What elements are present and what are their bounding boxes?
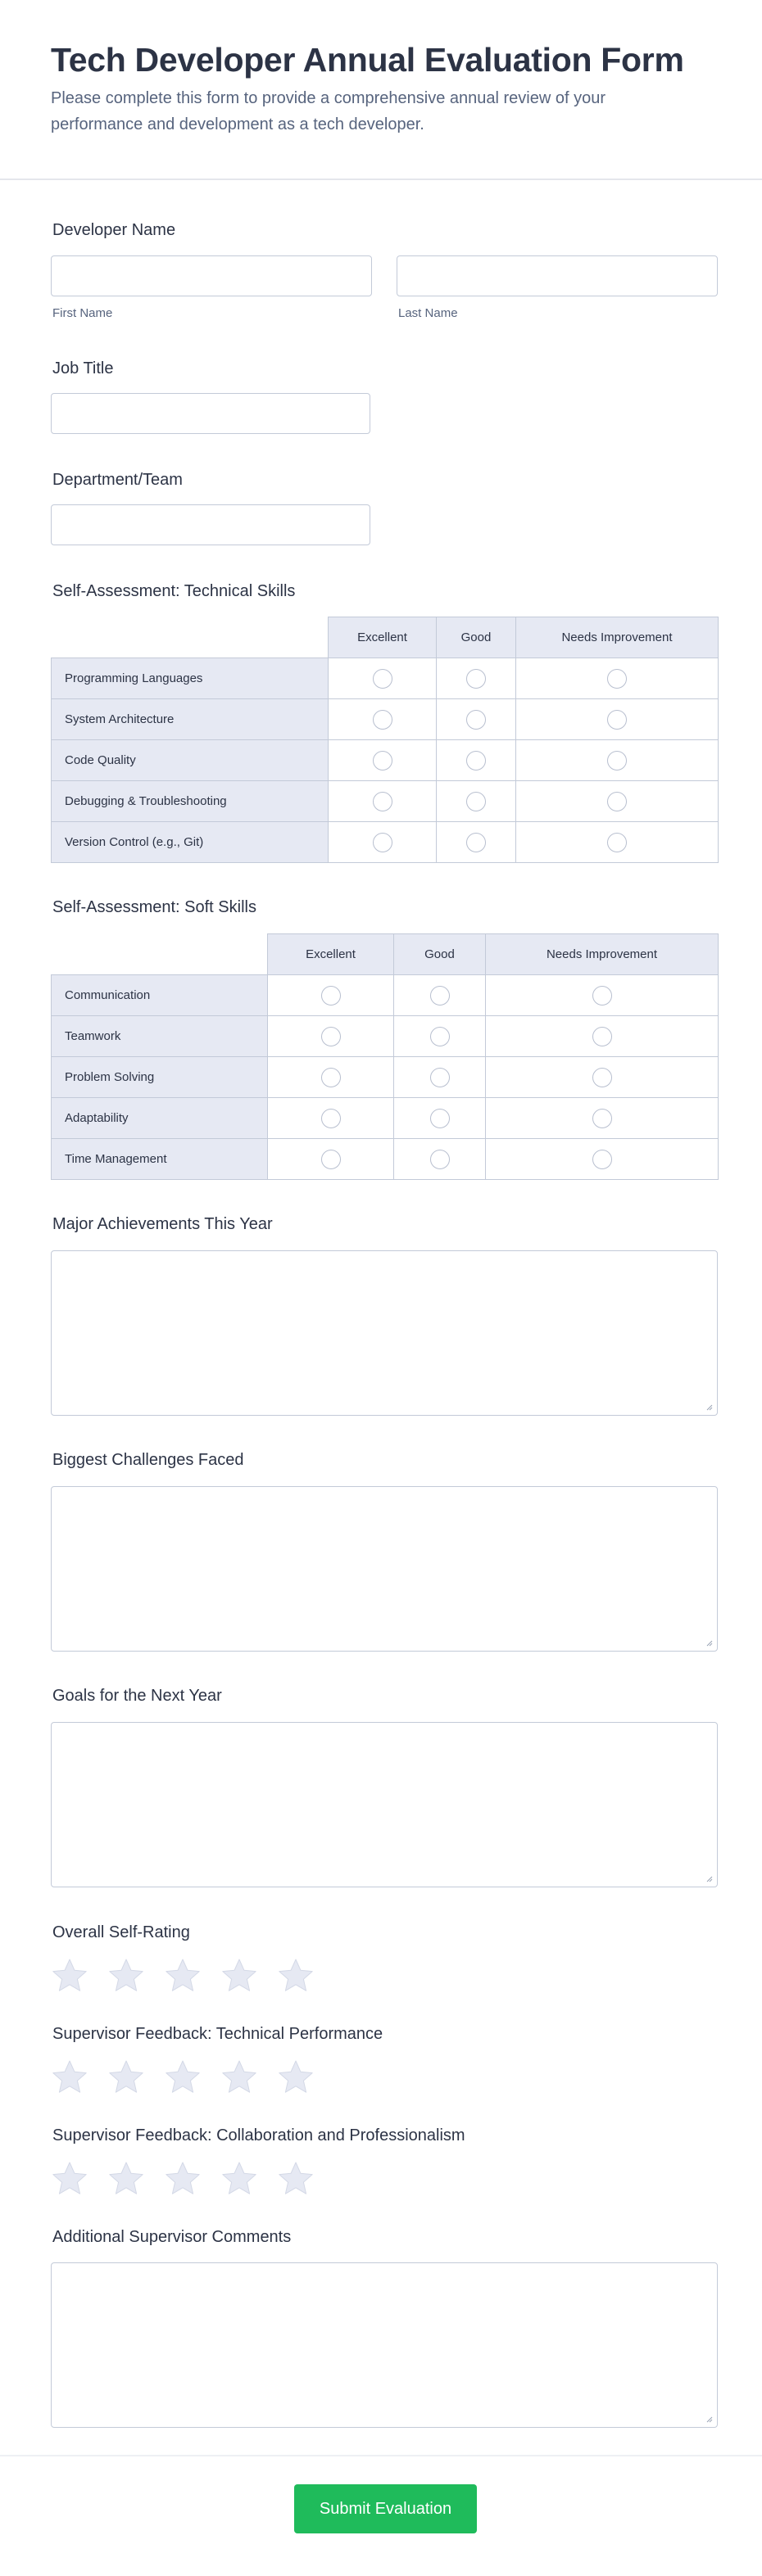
- resize-grip-icon[interactable]: [705, 1403, 713, 1411]
- radio-excellent[interactable]: [321, 1027, 341, 1046]
- challenges-label: Biggest Challenges Faced: [52, 1451, 244, 1469]
- department-input[interactable]: [51, 504, 370, 545]
- radio-needs-improvement[interactable]: [592, 1109, 612, 1128]
- supervisor-comments-label: Additional Supervisor Comments: [52, 2228, 292, 2246]
- radio-excellent[interactable]: [321, 1068, 341, 1087]
- soft-skills-matrix: [51, 933, 719, 1180]
- radio-good[interactable]: [430, 986, 450, 1006]
- radio-excellent[interactable]: [373, 751, 392, 771]
- radio-excellent[interactable]: [321, 986, 341, 1006]
- resize-grip-icon[interactable]: [705, 2415, 713, 2423]
- radio-excellent[interactable]: [373, 833, 392, 852]
- radio-good[interactable]: [430, 1109, 450, 1128]
- matrix-row: [52, 1016, 719, 1057]
- row-label-problem-solving: Problem Solving: [52, 1057, 268, 1098]
- supervisor-comments-textarea[interactable]: [51, 2262, 718, 2428]
- radio-good[interactable]: [466, 669, 486, 689]
- supervisor-collab-label: Supervisor Feedback: Collaboration and Professionalism: [52, 2126, 465, 2144]
- form-title: Tech Developer Annual Evaluation Form: [51, 41, 684, 79]
- radio-needs-improvement[interactable]: [607, 710, 627, 730]
- matrix-row: [52, 1057, 719, 1098]
- matrix-corner: [52, 934, 268, 975]
- matrix-row: [52, 740, 719, 781]
- resize-grip-icon[interactable]: [705, 1874, 713, 1882]
- column-header-good: Good: [394, 934, 486, 975]
- radio-excellent[interactable]: [321, 1109, 341, 1128]
- matrix-row: [52, 1139, 719, 1180]
- column-header-needs-improvement: Needs Improvement: [486, 934, 719, 975]
- row-label-debugging: Debugging & Troubleshooting: [52, 781, 329, 822]
- radio-needs-improvement[interactable]: [607, 669, 627, 689]
- submit-button[interactable]: Submit Evaluation: [294, 2484, 477, 2533]
- star-icon[interactable]: [277, 2160, 315, 2198]
- radio-needs-improvement[interactable]: [607, 751, 627, 771]
- matrix-row: [52, 975, 719, 1016]
- supervisor-technical-label: Supervisor Feedback: Technical Performance: [52, 2025, 383, 2043]
- radio-excellent[interactable]: [373, 710, 392, 730]
- footer-divider: [0, 2455, 762, 2456]
- developer-name-label: Developer Name: [52, 221, 176, 239]
- row-label-system-architecture: System Architecture: [52, 699, 329, 740]
- job-title-label: Job Title: [52, 359, 114, 377]
- radio-needs-improvement[interactable]: [592, 1027, 612, 1046]
- last-name-sublabel: Last Name: [398, 306, 458, 320]
- star-icon[interactable]: [220, 2160, 258, 2198]
- overall-rating-label: Overall Self-Rating: [52, 1923, 190, 1941]
- star-icon[interactable]: [107, 2059, 145, 2096]
- row-label-code-quality: Code Quality: [52, 740, 329, 781]
- goals-label: Goals for the Next Year: [52, 1687, 222, 1705]
- radio-good[interactable]: [430, 1027, 450, 1046]
- radio-needs-improvement[interactable]: [592, 1150, 612, 1169]
- radio-needs-improvement[interactable]: [607, 792, 627, 811]
- star-icon[interactable]: [220, 2059, 258, 2096]
- matrix-row: [52, 1098, 719, 1139]
- row-label-time-management: Time Management: [52, 1139, 268, 1180]
- star-icon[interactable]: [51, 2059, 88, 2096]
- star-icon[interactable]: [107, 1957, 145, 1995]
- overall-rating-stars: [51, 1957, 333, 1995]
- soft-skills-label: Self-Assessment: Soft Skills: [52, 898, 256, 916]
- radio-needs-improvement[interactable]: [592, 1068, 612, 1087]
- technical-skills-label: Self-Assessment: Technical Skills: [52, 582, 296, 600]
- star-icon[interactable]: [51, 1957, 88, 1995]
- first-name-input[interactable]: [51, 255, 372, 296]
- radio-good[interactable]: [430, 1150, 450, 1169]
- challenges-textarea[interactable]: [51, 1486, 718, 1652]
- column-header-good: Good: [437, 617, 516, 658]
- matrix-row: [52, 699, 719, 740]
- matrix-row: [52, 658, 719, 699]
- technical-skills-matrix: [51, 617, 719, 863]
- radio-needs-improvement[interactable]: [607, 833, 627, 852]
- star-icon[interactable]: [220, 1957, 258, 1995]
- star-icon[interactable]: [164, 1957, 202, 1995]
- resize-grip-icon[interactable]: [705, 1638, 713, 1647]
- last-name-input[interactable]: [397, 255, 718, 296]
- radio-good[interactable]: [466, 833, 486, 852]
- column-header-excellent: Excellent: [268, 934, 394, 975]
- goals-textarea[interactable]: [51, 1722, 718, 1887]
- radio-excellent[interactable]: [321, 1150, 341, 1169]
- column-header-needs-improvement: Needs Improvement: [516, 617, 719, 658]
- matrix-row: [52, 781, 719, 822]
- radio-excellent[interactable]: [373, 669, 392, 689]
- star-icon[interactable]: [277, 2059, 315, 2096]
- matrix-row: [52, 822, 719, 863]
- star-icon[interactable]: [277, 1957, 315, 1995]
- row-label-adaptability: Adaptability: [52, 1098, 268, 1139]
- job-title-input[interactable]: [51, 393, 370, 434]
- supervisor-technical-stars: [51, 2059, 333, 2096]
- achievements-textarea[interactable]: [51, 1250, 718, 1416]
- radio-good[interactable]: [466, 710, 486, 730]
- star-icon[interactable]: [164, 2160, 202, 2198]
- star-icon[interactable]: [107, 2160, 145, 2198]
- first-name-sublabel: First Name: [52, 306, 113, 320]
- column-header-excellent: Excellent: [329, 617, 437, 658]
- radio-good[interactable]: [466, 792, 486, 811]
- star-icon[interactable]: [51, 2160, 88, 2198]
- achievements-label: Major Achievements This Year: [52, 1215, 273, 1233]
- radio-good[interactable]: [466, 751, 486, 771]
- radio-excellent[interactable]: [373, 792, 392, 811]
- form-description: Please complete this form to provide a comprehensive annual review of your performance and development as a tech developer.: [51, 89, 606, 133]
- department-label: Department/Team: [52, 471, 183, 489]
- row-label-version-control: Version Control (e.g., Git): [52, 822, 329, 863]
- row-label-teamwork: Teamwork: [52, 1016, 268, 1057]
- radio-needs-improvement[interactable]: [592, 986, 612, 1006]
- radio-good[interactable]: [430, 1068, 450, 1087]
- matrix-corner: [52, 617, 329, 658]
- supervisor-collab-stars: [51, 2160, 333, 2198]
- row-label-communication: Communication: [52, 975, 268, 1016]
- form-header: [0, 0, 762, 180]
- row-label-programming-languages: Programming Languages: [52, 658, 329, 699]
- star-icon[interactable]: [164, 2059, 202, 2096]
